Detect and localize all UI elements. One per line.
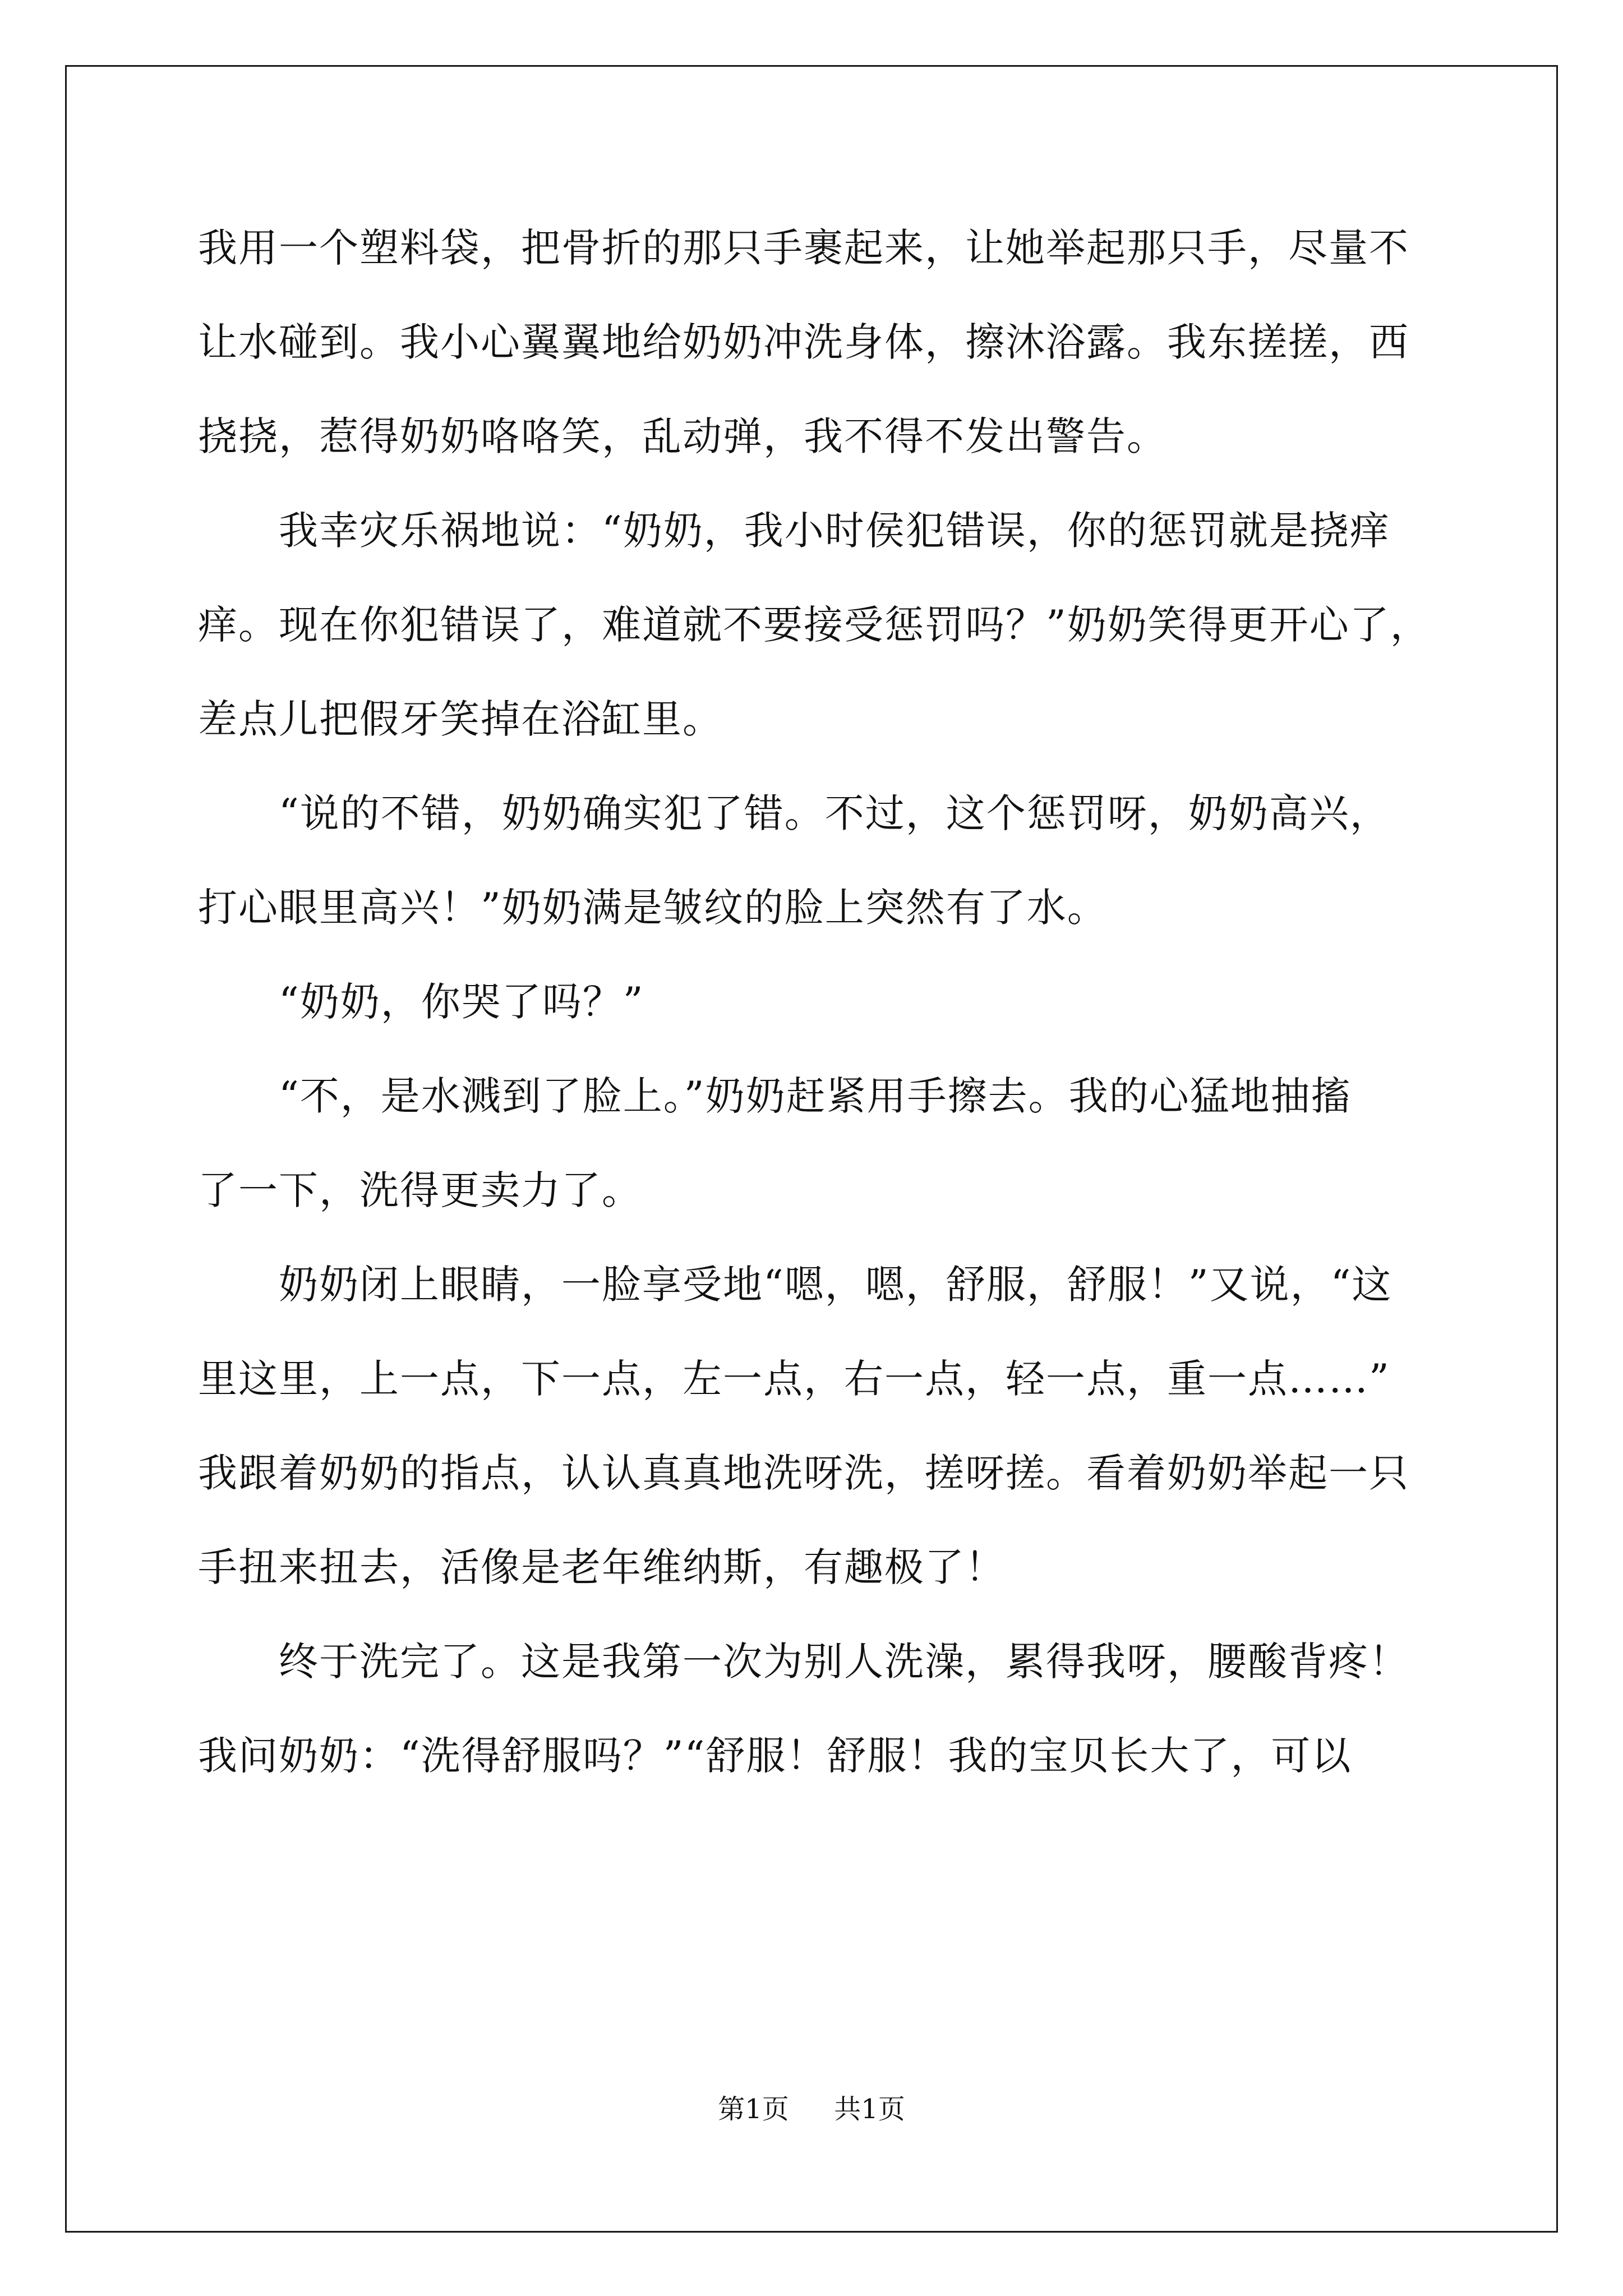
document-body xyxy=(198,209,1432,1811)
page-number-total: 共1页 xyxy=(834,2093,905,2125)
text-line: 奶奶闭上眼睛，一脸享受地“嗯，嗯，舒服，舒服！”又说，“这 xyxy=(198,1262,1393,1308)
text-line: 打心眼里高兴！”奶奶满是皱纹的脸上突然有了水。 xyxy=(198,885,1108,931)
text-line: 了一下，洗得更卖力了。 xyxy=(198,1167,642,1213)
text-line: 我幸灾乐祸地说：“奶奶，我小时侯犯错误，你的惩罚就是挠痒 xyxy=(198,508,1390,554)
text-line: “不，是水溅到了脸上。”奶奶赶紧用手擦去。我的心猛地抽搐 xyxy=(198,1073,1352,1119)
text-line: 终于洗完了。这是我第一次为别人洗澡，累得我呀，腰酸背疼！ xyxy=(198,1639,1409,1685)
text-line: 我用一个塑料袋，把骨折的那只手裹起来，让她举起那只手，尽量不 xyxy=(198,225,1409,271)
text-line: 挠挠，惹得奶奶咯咯笑，乱动弹，我不得不发出警告。 xyxy=(198,413,1167,459)
text-line: 我跟着奶奶的指点，认认真真地洗呀洗，搓呀搓。看着奶奶举起一只 xyxy=(198,1450,1409,1496)
text-line: 我问奶奶：“洗得舒服吗？”“舒服！舒服！我的宝贝长大了，可以 xyxy=(198,1733,1352,1779)
page-footer xyxy=(0,2092,1623,2126)
page-number-current: 第1页 xyxy=(718,2093,789,2125)
text-line: 差点儿把假牙笑掉在浴缸里。 xyxy=(198,696,723,742)
text-line: 让水碰到。我小心翼翼地给奶奶冲洗身体，擦沐浴露。我东搓搓，西 xyxy=(198,319,1409,365)
text-line: 手扭来扭去，活像是老年维纳斯，有趣极了！ xyxy=(198,1544,1006,1590)
text-line: “奶奶，你哭了吗？” xyxy=(198,979,644,1025)
text-line: 痒。现在你犯错误了，难道就不要接受惩罚吗？”奶奶笑得更开心了， xyxy=(198,602,1431,648)
text-line: “说的不错，奶奶确实犯了错。不过，这个惩罚呀，奶奶高兴， xyxy=(198,790,1390,836)
text-line: 里这里，上一点，下一点，左一点，右一点，轻一点，重一点……” xyxy=(198,1356,1390,1402)
